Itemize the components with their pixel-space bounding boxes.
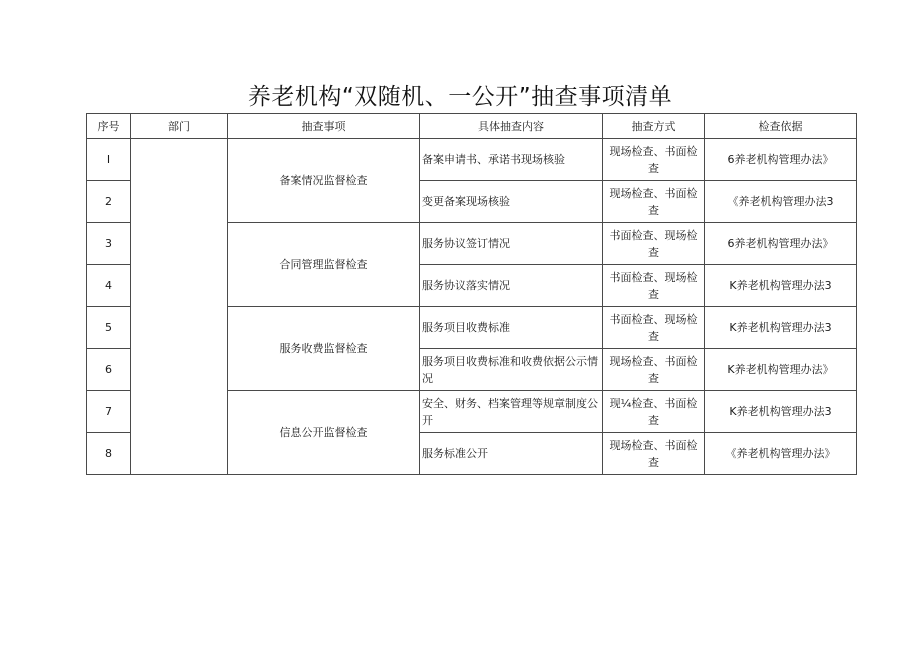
inspection-content-cell: 服务协议签订情况 (420, 223, 603, 265)
inspection-checklist-table (86, 113, 857, 475)
inspection-content-cell: 服务标准公开 (420, 433, 603, 475)
inspection-content-cell: 服务项目收费标准和收费依据公示情况 (420, 349, 603, 391)
header-inspection-method: 抽查方式 (603, 114, 705, 139)
inspection-basis-cell: 6养老机构管理办法》 (705, 223, 857, 265)
inspection-method-cell: 现场检查、书面检查 (603, 181, 705, 223)
header-inspection-item: 抽查事项 (228, 114, 420, 139)
header-inspection-content: 具体抽查内容 (420, 114, 603, 139)
inspection-content-cell: 服务协议落实情况 (420, 265, 603, 307)
row-number: 3 (87, 223, 131, 265)
header-inspection-basis: 检查依据 (705, 114, 857, 139)
inspection-basis-cell: K养老机构管理办法3 (705, 307, 857, 349)
inspection-item-cell: 信息公开监督检查 (228, 391, 420, 475)
inspection-content-cell: 变更备案现场核验 (420, 181, 603, 223)
inspection-basis-cell: K养老机构管理办法3 (705, 265, 857, 307)
inspection-method-cell: 现场检查、书面检查 (603, 349, 705, 391)
inspection-method-cell: 现场检查、书面检查 (603, 139, 705, 181)
row-number: 2 (87, 181, 131, 223)
table-header-row (87, 114, 857, 139)
inspection-method-cell: 书面检查、现场检查 (603, 307, 705, 349)
header-serial-no: 序号 (87, 114, 131, 139)
row-number: 5 (87, 307, 131, 349)
inspection-content-cell: 安全、财务、档案管理等规章制度公开 (420, 391, 603, 433)
inspection-item-cell: 备案情况监督检查 (228, 139, 420, 223)
inspection-basis-cell: 《养老机构管理办法3 (705, 181, 857, 223)
row-number: 4 (87, 265, 131, 307)
page-title: 养老机构“双随机、一公开”抽查事项清单 (247, 84, 673, 110)
inspection-basis-cell: K养老机构管理办法3 (705, 391, 857, 433)
inspection-item-cell: 服务收费监督检查 (228, 307, 420, 391)
row-number: 8 (87, 433, 131, 475)
inspection-content-cell: 服务项目收费标准 (420, 307, 603, 349)
department-cell (131, 139, 228, 475)
header-department: 部门 (131, 114, 228, 139)
inspection-basis-cell: 6养老机构管理办法》 (705, 139, 857, 181)
inspection-basis-cell: K养老机构管理办法》 (705, 349, 857, 391)
row-number: I (87, 139, 131, 181)
row-number: 6 (87, 349, 131, 391)
inspection-basis-cell: 《养老机构管理办法》 (705, 433, 857, 475)
inspection-method-cell: 书面检查、现场检查 (603, 223, 705, 265)
inspection-method-cell: 现¼检查、书面检查 (603, 391, 705, 433)
inspection-method-cell: 现场检查、书面检查 (603, 433, 705, 475)
table-row (87, 139, 857, 181)
inspection-content-cell: 备案申请书、承诺书现场核验 (420, 139, 603, 181)
inspection-method-cell: 书面检查、现场检查 (603, 265, 705, 307)
row-number: 7 (87, 391, 131, 433)
inspection-item-cell: 合同管理监督检查 (228, 223, 420, 307)
